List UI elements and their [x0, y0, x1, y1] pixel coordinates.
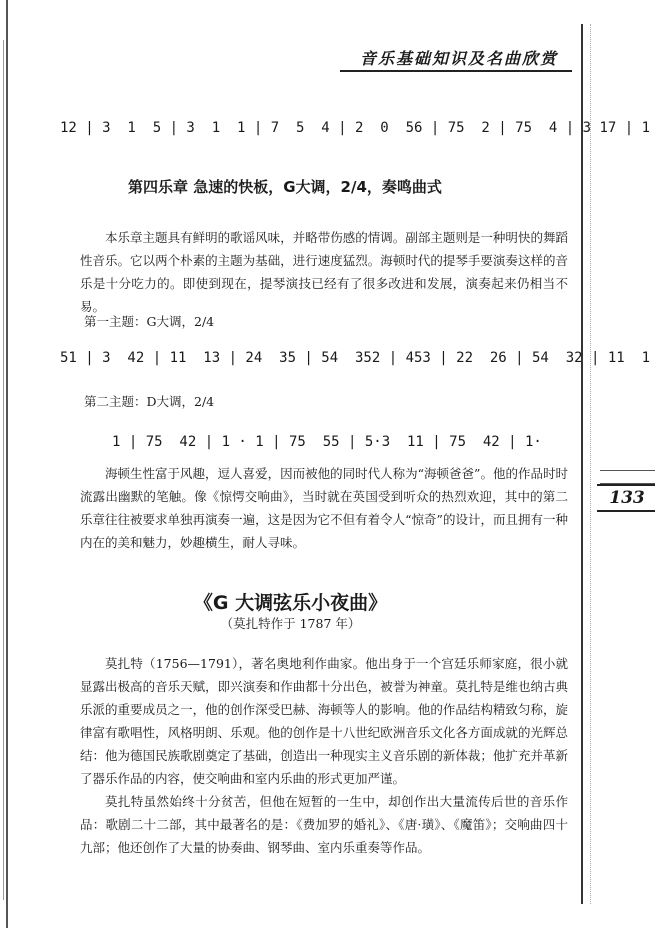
- paragraph-2-text: 海顿生性富于风趣，逗人喜爱，因而被他的同时代人称为“海顿爸爸”。他的作品时时流露出幽默的笔触。像《惊愕交响曲》，当时就在英国受到听众的热烈欢迎，其中的第二乐章往往被要求单独再演奏一遍，这是因为它不但有着令人“惊奇”的设计，而且拥有一种内在的美和魅力，妙趣横生，耐人寻味。: [80, 466, 568, 550]
- work-subtitle: （莫扎特作于 1787 年）: [220, 616, 361, 631]
- page-number: 133: [597, 484, 655, 512]
- theme-2-label: 第二主题：D大调，2/4: [84, 394, 215, 409]
- header-rule: [340, 70, 572, 72]
- score-line-3: 1 | 75 42 | 1 · 1 | 75 55 | 5·3 11 | 75 42 | 1·: [112, 434, 542, 450]
- score-line-1: 12 | 3 1 5 | 3 1 1 | 7 5 4 | 2 0 56 | 75 2 | 75 4 | 3 17 | 1: [60, 120, 651, 136]
- running-header-title: 音乐基础知识及名曲欣赏: [360, 49, 559, 68]
- paragraph-1: [80, 226, 568, 318]
- score-line-2: 51 | 3 42 | 11 13 | 24 35 | 54 352 | 453 | 22 26 | 54 32 | 11 1: [60, 350, 651, 366]
- paragraph-4-text: 莫扎特虽然始终十分贫苦，但他在短暂的一生中，却创作出大量流传后世的音乐作品：歌剧二十二部，其中最著名的是：《费加罗的婚礼》、《唐·璜》、《魔笛》；交响曲四十九部；他还创作了大量的协奏曲、钢琴曲、室内乐重奏等作品。: [80, 794, 568, 855]
- page-spine-line-inner: [3, 40, 4, 900]
- paragraph-1-text: 本乐章主题具有鲜明的歌谣风味，并略带伤感的情调。副部主题则是一种明快的舞蹈性音乐。它以两个朴素的主题为基础，进行速度猛烈。海顿时代的提琴手要演奏这样的音乐是十分吃力的。即使到现在，提琴演技已经有了很多改进和发展，演奏起来仍相当不易。: [80, 230, 568, 314]
- movement-heading: 第四乐章 急速的快板，G大调，2/4，奏鸣曲式: [128, 178, 442, 196]
- work-title: 《G 大调弦乐小夜曲》: [193, 592, 388, 614]
- paragraph-3: [80, 652, 568, 859]
- paragraph-2: [80, 462, 568, 554]
- theme-1-label: 第一主题：G大调，2/4: [84, 314, 215, 329]
- right-margin-dotted-rule: [590, 24, 591, 904]
- paragraph-3-text: 莫扎特（1756—1791），著名奥地利作曲家。他出身于一个宫廷乐师家庭，很小就显露出极高的音乐天赋，即兴演奏和作曲都十分出色，被誉为神童。莫扎特是维也纳古典乐派的重要成员之一，他的创作深受巴赫、海顿等人的影响。他的作品结构精致匀称，旋律富有歌唱性，风格明朗、乐观。他的创作是十八世纪欧洲音乐文化各方面成就的光辉总结：他为德国民族歌剧奠定了基础，创造出一种现实主义音乐剧的新体裁；他扩充并革新了器乐作品的内容，使交响曲和室内乐曲的形式更加严谨。: [80, 656, 568, 786]
- page-spine-line: [6, 0, 8, 928]
- right-margin-rule: [581, 24, 583, 904]
- page-tab-decoration: [600, 470, 655, 484]
